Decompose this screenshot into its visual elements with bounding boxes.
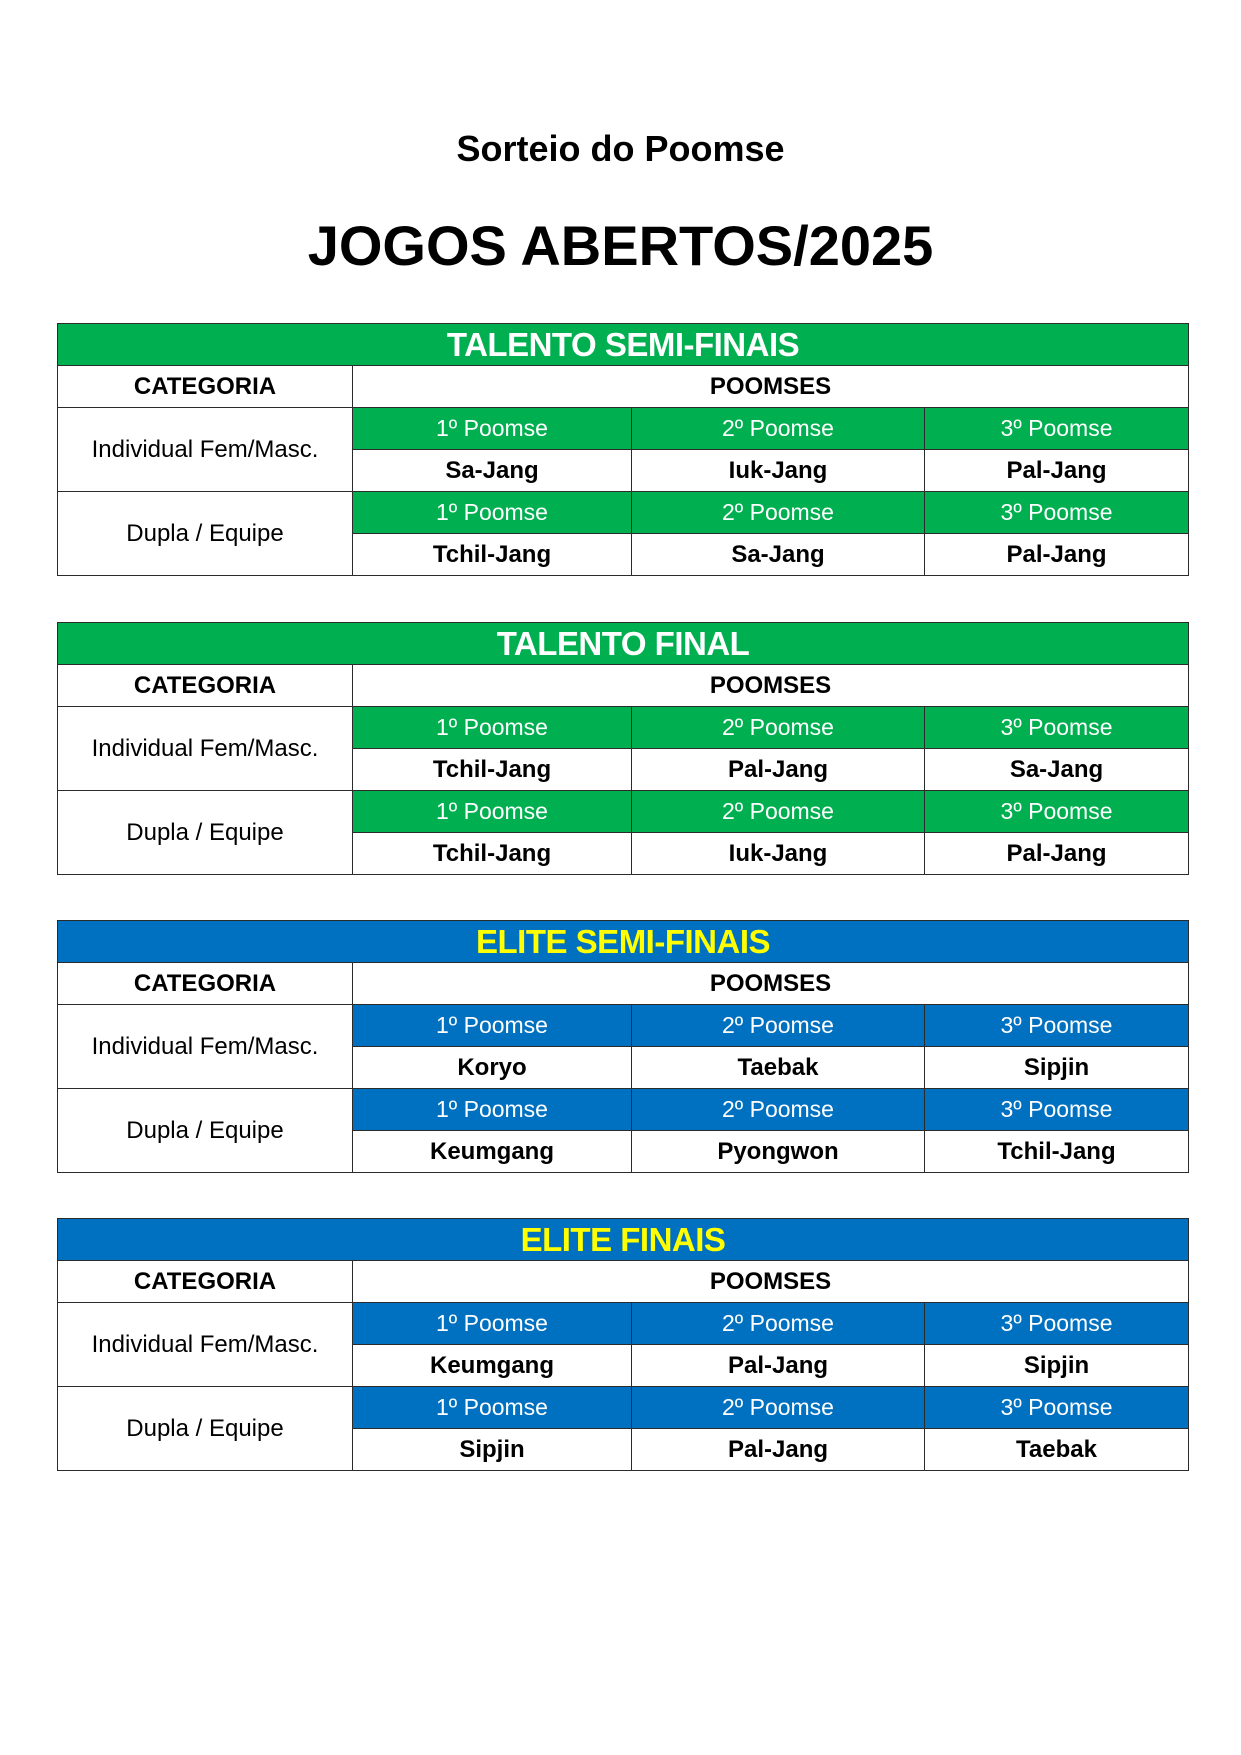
poomse-name: Pyongwon (632, 1131, 925, 1173)
poomse-name: Pal-Jang (632, 749, 925, 791)
poomse-label-3: 3º Poomse (925, 408, 1189, 450)
poomses-header: POOMSES (353, 665, 1189, 707)
section-title: ELITE SEMI-FINAIS (58, 921, 1189, 963)
poomse-name: Sa-Jang (353, 450, 632, 492)
poomse-label-1: 1º Poomse (353, 1303, 632, 1345)
poomse-label-3: 3º Poomse (925, 707, 1189, 749)
category-cell: Individual Fem/Masc. (58, 707, 353, 791)
poomse-label-2: 2º Poomse (632, 1387, 925, 1429)
category-cell: Individual Fem/Masc. (58, 1303, 353, 1387)
poomse-label-1: 1º Poomse (353, 492, 632, 534)
category-cell: Dupla / Equipe (58, 492, 353, 576)
poomse-label-3: 3º Poomse (925, 1089, 1189, 1131)
category-cell: Dupla / Equipe (58, 1387, 353, 1471)
poomse-label-2: 2º Poomse (632, 707, 925, 749)
poomse-label-3: 3º Poomse (925, 1387, 1189, 1429)
poomse-name: Sa-Jang (632, 534, 925, 576)
poomse-label-3: 3º Poomse (925, 1005, 1189, 1047)
poomse-name: Sipjin (353, 1429, 632, 1471)
section-talento-final (57, 622, 1189, 875)
section-elite-semi-finais (57, 920, 1189, 1173)
poomse-name: Iuk-Jang (632, 450, 925, 492)
poomse-label-1: 1º Poomse (353, 1089, 632, 1131)
categoria-header: CATEGORIA (58, 963, 353, 1005)
categoria-header: CATEGORIA (58, 366, 353, 408)
poomses-header: POOMSES (353, 366, 1189, 408)
poomse-name: Sipjin (925, 1345, 1189, 1387)
poomse-name: Pal-Jang (632, 1345, 925, 1387)
poomse-name: Koryo (353, 1047, 632, 1089)
poomse-name: Sa-Jang (925, 749, 1189, 791)
poomse-name: Pal-Jang (925, 833, 1189, 875)
poomse-name: Keumgang (353, 1131, 632, 1173)
poomse-name: Iuk-Jang (632, 833, 925, 875)
category-cell: Dupla / Equipe (58, 791, 353, 875)
poomse-label-2: 2º Poomse (632, 1089, 925, 1131)
poomses-header: POOMSES (353, 963, 1189, 1005)
poomse-name: Pal-Jang (925, 534, 1189, 576)
poomse-name: Keumgang (353, 1345, 632, 1387)
category-cell: Individual Fem/Masc. (58, 1005, 353, 1089)
poomse-label-3: 3º Poomse (925, 492, 1189, 534)
poomse-name: Sipjin (925, 1047, 1189, 1089)
poomse-name: Taebak (925, 1429, 1189, 1471)
poomse-name: Taebak (632, 1047, 925, 1089)
poomse-label-1: 1º Poomse (353, 1387, 632, 1429)
section-elite-finais (57, 1218, 1189, 1471)
poomse-name: Tchil-Jang (353, 833, 632, 875)
section-title: TALENTO SEMI-FINAIS (58, 324, 1189, 366)
categoria-header: CATEGORIA (58, 665, 353, 707)
poomse-label-3: 3º Poomse (925, 1303, 1189, 1345)
poomse-label-1: 1º Poomse (353, 791, 632, 833)
categoria-header: CATEGORIA (58, 1261, 353, 1303)
poomses-header: POOMSES (353, 1261, 1189, 1303)
poomse-label-1: 1º Poomse (353, 707, 632, 749)
poomse-label-2: 2º Poomse (632, 492, 925, 534)
poomse-name: Tchil-Jang (925, 1131, 1189, 1173)
poomse-label-2: 2º Poomse (632, 1303, 925, 1345)
poomse-label-2: 2º Poomse (632, 791, 925, 833)
document-subtitle: Sorteio do Poomse (456, 128, 785, 169)
poomse-label-2: 2º Poomse (632, 1005, 925, 1047)
section-title: ELITE FINAIS (58, 1219, 1189, 1261)
poomse-label-2: 2º Poomse (632, 408, 925, 450)
poomse-label-1: 1º Poomse (353, 408, 632, 450)
poomse-name: Tchil-Jang (353, 749, 632, 791)
poomse-name: Pal-Jang (632, 1429, 925, 1471)
category-cell: Dupla / Equipe (58, 1089, 353, 1173)
category-cell: Individual Fem/Masc. (58, 408, 353, 492)
poomse-name: Pal-Jang (925, 450, 1189, 492)
poomse-label-3: 3º Poomse (925, 791, 1189, 833)
poomse-name: Tchil-Jang (353, 534, 632, 576)
section-talento-semi-finais (57, 323, 1189, 576)
section-title: TALENTO FINAL (58, 623, 1189, 665)
poomse-label-1: 1º Poomse (353, 1005, 632, 1047)
document-title: JOGOS ABERTOS/2025 (307, 214, 934, 277)
